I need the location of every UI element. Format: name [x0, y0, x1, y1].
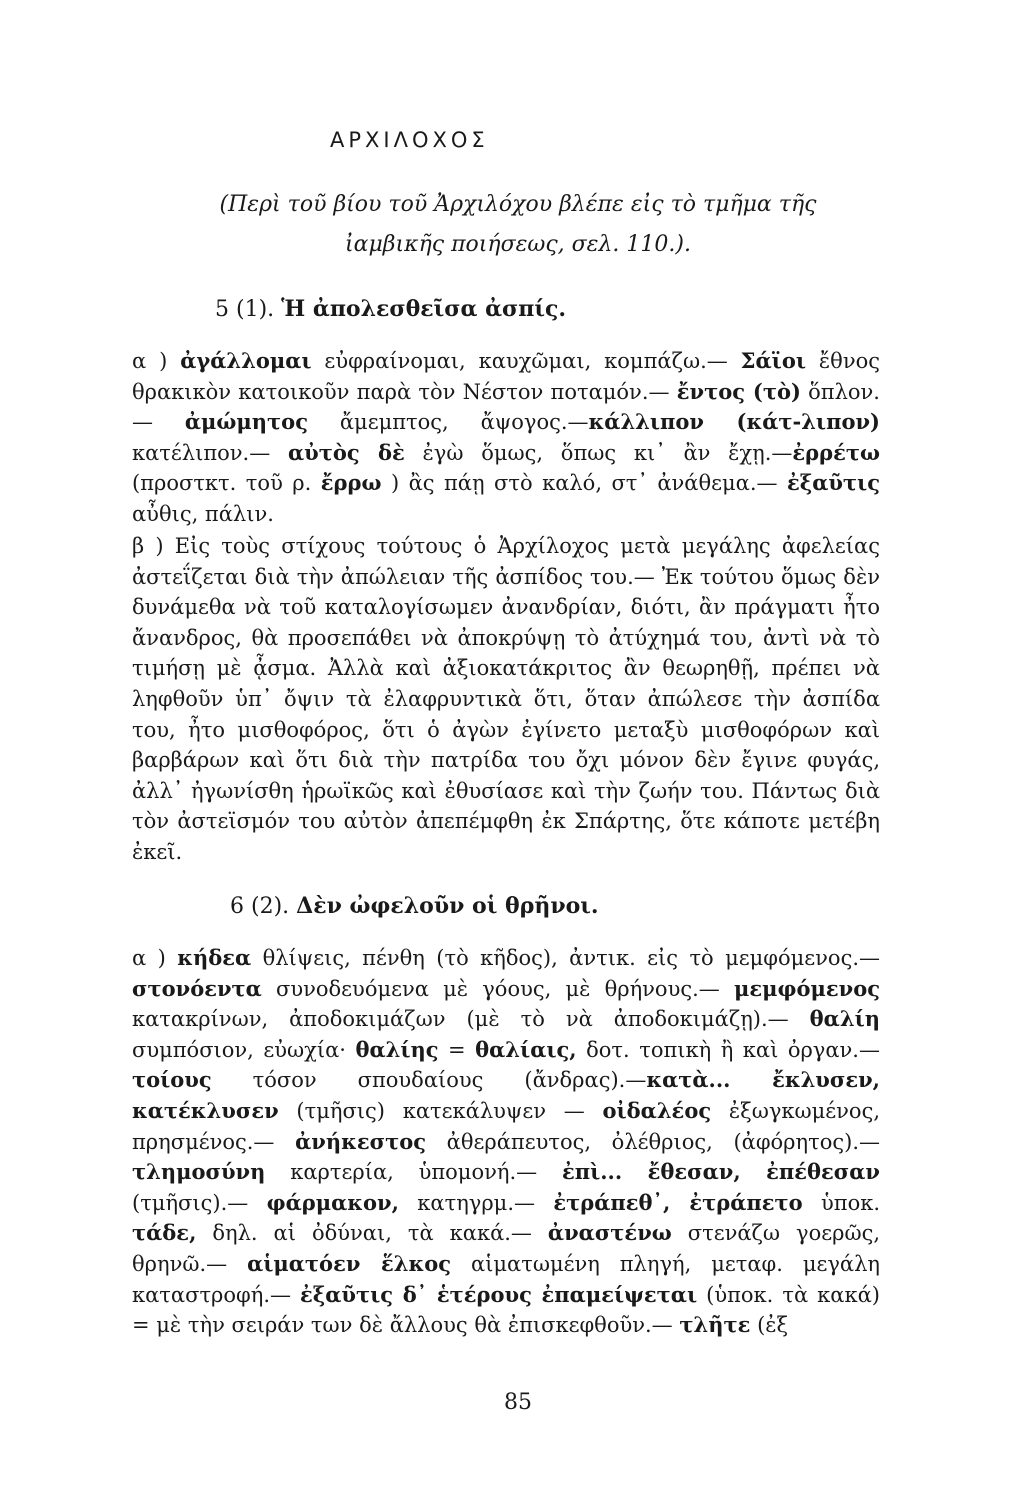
page-number: 85: [504, 1390, 532, 1415]
text: συμπόσιον, εὐωχία·: [132, 1037, 356, 1062]
section-title: Δὲν ὠφελοῦν οἱ θρῆνοι.: [296, 893, 599, 919]
lemma: ἀναστένω: [547, 1220, 672, 1246]
lemma: ἔρρω: [320, 470, 382, 496]
text: αὖθις, πάλιν.: [132, 501, 274, 526]
section-5-heading: [215, 296, 566, 322]
lemma: Σάϊοι: [740, 348, 806, 373]
lemma: οἰδαλέος: [602, 1097, 712, 1123]
intro-line-1: (Περὶ τοῦ βίου τοῦ Ἀρχιλόχου βλέπε εἰς τὸ τμῆμα τῆς: [219, 192, 817, 217]
text: τόσον σπουδαίους (ἄνδρας).—: [211, 1068, 647, 1093]
text: (ἐξ: [750, 1313, 789, 1338]
text: ὑποκ.: [802, 1190, 881, 1215]
lemma: αὐτὸς δὲ: [287, 439, 405, 465]
lemma: τάδε,: [132, 1220, 197, 1246]
text: ὅπλον.—: [132, 379, 880, 435]
text: συνοδευόμενα μὲ γόους, μὲ θρήνους.—: [261, 976, 734, 1001]
text: εὐφραίνομαι, καυχῶμαι, κομπάζω.—: [311, 349, 741, 373]
text: ἔθνος θρακικὸν κατοικοῦν παρὰ τὸν Νέστον ποταμόν.—: [132, 349, 880, 404]
text: αἱματωμένη πληγή, μεταφ. μεγάλη καταστροφή.—: [132, 1251, 880, 1307]
text: (ὑποκ. τὰ κακά) = μὲ τὴν σειράν των δὲ ἄλλους θὰ ἐπισκεφθοῦν.—: [132, 1282, 880, 1338]
section-number: 6 (2).: [230, 894, 290, 919]
lemma: ἀγάλλομαι: [180, 348, 312, 373]
lemma: τλημοσύνη: [132, 1159, 266, 1185]
text: ἐξωγκωμένος, πρησμένος.—: [132, 1098, 881, 1154]
chapter-title: ΑΡΧΙΛΟΧΟΣ: [330, 128, 489, 152]
lemma: κήδεα: [177, 945, 252, 970]
text: θλίψεις, πένθη (τὸ κῆδος), ἀντικ. εἰς τὸ μεμφόμενος.—: [251, 946, 881, 970]
lemma: ἐρρέτω: [792, 439, 880, 465]
text: ἄμεμπτος, ἄψογος.—: [307, 410, 589, 435]
lemma: ἐξαῦτις δ᾽ ἑτέρους ἐπαμείψεται: [300, 1281, 698, 1307]
text: στενάζω γοερῶς, θρηνῶ.—: [132, 1221, 881, 1276]
text: καρτερία, ὑπομονή.—: [265, 1160, 562, 1185]
intro-note: [0, 185, 1036, 265]
lemma: θαλίαις,: [475, 1036, 577, 1062]
lemma: ἐπὶ... ἔθεσαν, ἐπέθεσαν: [561, 1159, 881, 1185]
paragraph-5b: β ) Εἰς τοὺς στίχους τούτους ὁ Ἀρχίλοχος μετὰ μεγάλης ἀφελείας ἀστεΐζεται διὰ τὴν ἀπώλειαν τῆς ἀσπίδος του.— Ἐκ τούτου ὅμως δὲν δυνάμεθα νὰ τοῦ καταλογίσωμεν ἀνανδρίαν, διότι, ἂν πράγματι ἦτο ἄνανδρος, θὰ προσεπάθει νὰ ἀποκρύψῃ τὸ ἀτύχημά του, ἀντὶ νὰ τὸ τιμήσῃ μὲ ᾆσμα. Ἀλλὰ καὶ ἀξιοκατάκριτος ἂν θεωρηθῇ, πρέπει νὰ ληφθοῦν ὑπ᾽ ὄψιν τὰ ἐλαφρυντικὰ ὅτι, ὅταν ἀπώλεσε τὴν ἀσπίδα του, ἦτο μισθοφόρος, ὅτι ὁ ἀγὼν ἐγίνετο μεταξὺ μισθοφόρων καὶ βαρβάρων καὶ ὅτι διὰ τὴν πατρίδα του ὄχι μόνον δὲν ἔγινε φυγάς, ἀλλ᾽ ἠγωνίσθη ἡρωϊκῶς καὶ ἐθυσίασε καὶ τὴν ζωήν του. Πάντως διὰ τὸν ἀστεϊσμόν του αὐτὸν ἀπεπέμφθη ἐκ Σπάρτης, ὅτε κάποτε μετέβη ἐκεῖ.: [132, 534, 880, 864]
section-number: 5 (1).: [215, 297, 275, 322]
lemma: θαλίη: [809, 1006, 880, 1032]
lemma: κάλλιπον (κάτ-λιπον): [588, 409, 880, 435]
paragraph-5a: [132, 346, 880, 530]
text: ἐγὼ ὅμως, ὅπως κι᾽ ἂν ἔχῃ.—: [404, 440, 793, 465]
text: ἀθεράπευτος, ὀλέθριος, (ἀφόρητος).—: [426, 1129, 880, 1154]
lemma: φάρμακον,: [266, 1189, 399, 1215]
section-6-heading: [230, 893, 599, 919]
lemma: αἱματόεν ἕλκος: [247, 1250, 452, 1276]
lemma: κατὰ... ἔκλυσεν, κατέκλυσεν: [132, 1067, 880, 1123]
lemma: στονόεντα: [132, 975, 262, 1001]
text: ) ἂς πάῃ στὸ καλό, στ᾽ ἀνάθεμα.—: [381, 471, 787, 496]
lemma: θαλίης: [355, 1036, 439, 1062]
text: κατηγρμ.—: [398, 1190, 554, 1215]
section-title: Ἡ ἀπολεσθεῖσα ἀσπίς.: [281, 296, 567, 322]
lemma: ἐξαῦτις: [786, 470, 880, 496]
lemma: ἐτράπεθ᾽, ἐτράπετο: [553, 1189, 803, 1215]
text: =: [438, 1037, 476, 1062]
text: (προστκτ. τοῦ ρ.: [132, 471, 321, 496]
text: δοτ. τοπικὴ ἢ καὶ ὀργαν.—: [576, 1037, 880, 1062]
lemma: μεμφόμενος: [733, 975, 880, 1001]
text: α ): [132, 946, 178, 970]
lemma: ἔντος (τὸ): [676, 378, 801, 404]
paragraph-6a: [132, 943, 880, 1341]
intro-line-2: ἰαμβικῆς ποιήσεως, σελ. 110.).: [345, 232, 691, 257]
text: κατέλιπον.—: [132, 440, 288, 465]
lemma: τοίους: [132, 1067, 212, 1093]
text: κατακρίνων, ἀποδοκιμάζων (μὲ τὸ νὰ ἀποδοκιμάζῃ).—: [132, 1007, 810, 1032]
lemma: τλῆτε: [679, 1312, 751, 1338]
lemma: ἀμώμητος: [184, 409, 308, 435]
text: (τμῆσις).—: [132, 1190, 267, 1215]
text: δηλ. αἱ ὀδύναι, τὰ κακά.—: [196, 1221, 548, 1246]
text: α ): [132, 349, 181, 373]
lemma: ἀνήκεστος: [295, 1128, 427, 1154]
text: (τμῆσις) κατεκάλυψεν —: [278, 1098, 603, 1123]
